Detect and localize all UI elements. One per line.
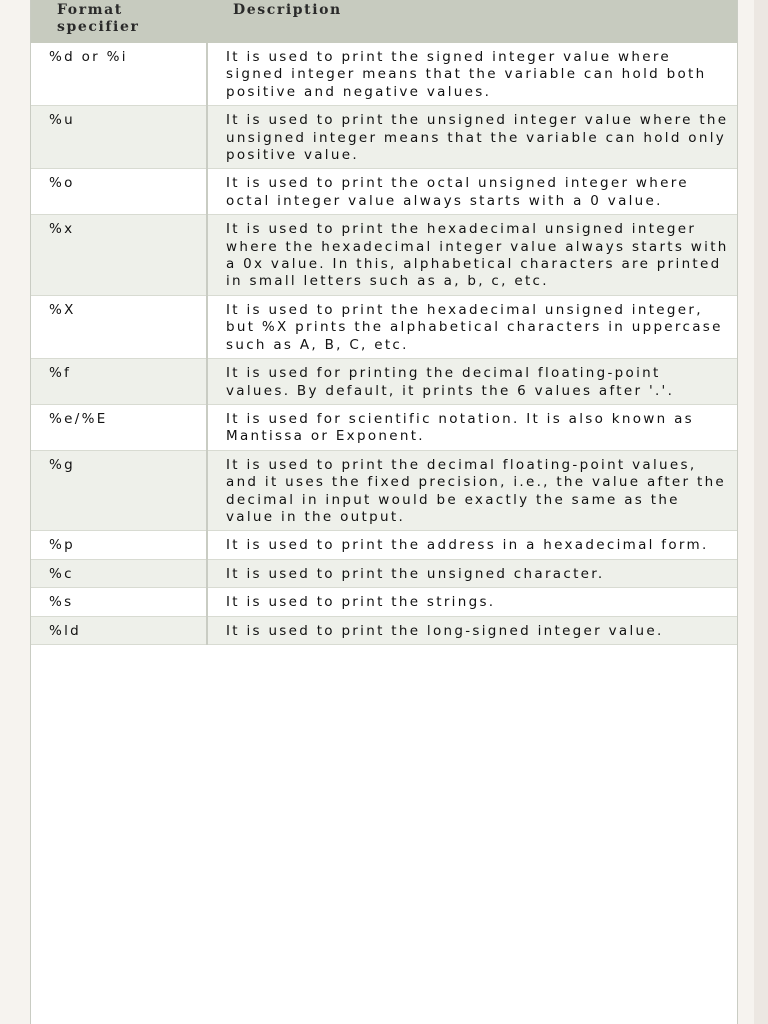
description-cell: It is used to print the hexadecimal unsigned integer where the hexadecimal integer value always starts with a 0x value. In this, alphabetical characters are printed in small letters such as a, b, c, etc. [207, 215, 737, 296]
table-row [31, 215, 737, 296]
specifier-cell: %u [31, 106, 207, 169]
description-cell: It is used to print the hexadecimal unsigned integer, but %X prints the alphabetical characters in uppercase such as A, B, C, etc. [207, 295, 737, 358]
table-row [31, 295, 737, 358]
description-cell: It is used to print the octal unsigned integer where octal integer value always starts with a 0 value. [207, 169, 737, 215]
description-cell: It is used for printing the decimal floating-point values. By default, it prints the 6 values after '.'. [207, 359, 737, 405]
header-specifier-line2: specifier [57, 19, 140, 35]
description-cell: It is used to print the address in a hexadecimal form. [207, 531, 737, 559]
table-row [31, 588, 737, 616]
table-row [31, 531, 737, 559]
specifier-cell: %X [31, 295, 207, 358]
description-cell: It is used to print the decimal floating-point values, and it uses the fixed precision, i.e., the value after the decimal in input would be exactly the same as the value in the output. [207, 450, 737, 531]
table-header-row [31, 0, 737, 43]
description-cell: It is used to print the strings. [207, 588, 737, 616]
specifier-cell: %g [31, 450, 207, 531]
header-description: Description [207, 0, 737, 43]
header-specifier-line1: Format [57, 2, 123, 18]
table-row [31, 450, 737, 531]
specifier-cell: %c [31, 559, 207, 587]
table-row [31, 106, 737, 169]
header-format-specifier [31, 0, 207, 43]
specifier-cell: %p [31, 531, 207, 559]
table-row [31, 43, 737, 106]
description-cell: It is used to print the signed integer value where signed integer means that the variable can hold both positive and negative values. [207, 43, 737, 106]
document-sheet [30, 0, 738, 1024]
table-row [31, 559, 737, 587]
table-row [31, 169, 737, 215]
specifier-cell: %x [31, 215, 207, 296]
table-row [31, 359, 737, 405]
description-cell: It is used to print the unsigned character. [207, 559, 737, 587]
specifier-cell: %f [31, 359, 207, 405]
description-cell: It is used for scientific notation. It is also known as Mantissa or Exponent. [207, 404, 737, 450]
description-cell: It is used to print the long-signed integer value. [207, 616, 737, 644]
right-page-edge [754, 0, 768, 1024]
specifier-cell: %ld [31, 616, 207, 644]
description-cell: It is used to print the unsigned integer value where the unsigned integer means that the variable can hold only positive value. [207, 106, 737, 169]
table-row [31, 616, 737, 644]
table-row [31, 404, 737, 450]
specifier-cell: %o [31, 169, 207, 215]
specifier-cell: %d or %i [31, 43, 207, 106]
specifier-cell: %e/%E [31, 404, 207, 450]
format-specifier-table [31, 0, 737, 645]
specifier-cell: %s [31, 588, 207, 616]
